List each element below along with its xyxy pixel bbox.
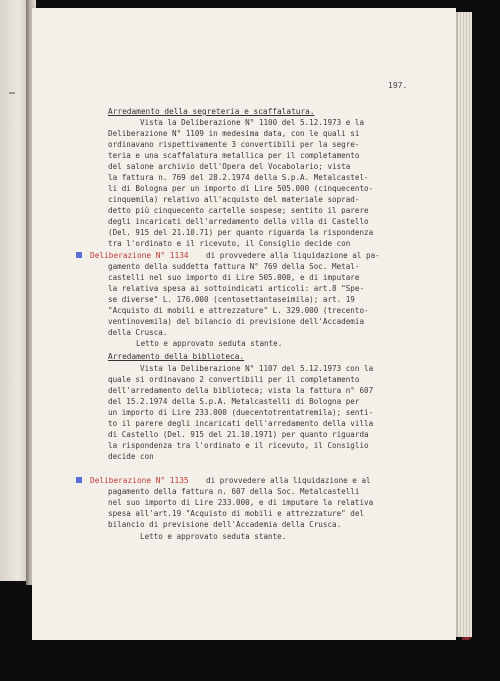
text-line: tra l'ordinato e il ricevuto, il Consiglio decide con <box>108 239 351 248</box>
text-line: cinquemila) relativo all'acquisto del materiale soprad- <box>108 195 360 204</box>
text-line: bilancio di previsione dell'Accademia della Crusca. <box>108 520 342 529</box>
text-line: detto più cinquecento cartelle sospese; sentito il parere <box>108 206 369 215</box>
text-line: la rispondenza tra l'ordinato e il ricevuto, il Consiglio <box>108 441 369 450</box>
document-page <box>32 8 456 640</box>
text-line: decide con <box>108 452 154 461</box>
text-line: dell'arredamento della biblioteca; vista la fattura n° 607 <box>108 386 374 395</box>
closing-line: Letto e approvato seduta stante. <box>136 339 283 348</box>
text-line: la fattura n. 769 del 28.2.1974 della S.p.A. Metalcastel- <box>108 173 369 182</box>
closing-line: Letto e approvato seduta stante. <box>140 532 287 541</box>
text-line: Vista la Deliberazione N° 1107 del 5.12.1973 con la <box>140 364 374 373</box>
text-line: castelli nel suo importo di Lire 505.000, e di imputare <box>108 273 360 282</box>
text-line: degli incaricati dell'arredamento della villa di Castello <box>108 217 369 226</box>
text-line: to il parere degli incaricati dell'arredamento della villa <box>108 419 374 428</box>
text-line: di provvedere alla liquidazione e al <box>206 476 371 485</box>
section-title-biblioteca: Arredamento della biblioteca. <box>108 352 245 361</box>
section-title-segreteria: Arredamento della segreteria e scaffalatura. <box>108 107 315 116</box>
bookmark-marker <box>76 252 82 258</box>
text-line: pagamento della fattura n. 607 della Soc. Metalcastelli <box>108 487 360 496</box>
text-line: "Acquisto di mobili e attrezzature" L. 329.000 (trecento- <box>108 306 369 315</box>
bookmark-marker <box>76 477 82 483</box>
text-line: quale si ordinavano 2 convertibili per il completamento <box>108 375 360 384</box>
text-line: nel suo importo di Lire 233.000, e di imputare la relativa <box>108 498 374 507</box>
page-number: 197. <box>388 81 408 90</box>
text-line: Deliberazione N° 1109 in medesima data, con le quali si <box>108 129 360 138</box>
text-line: gamento della suddetta fattura N° 769 della Soc. Metal- <box>108 262 360 271</box>
text-line: li di Bologna per un importo di Lire 505.000 (cinquecento- <box>108 184 374 193</box>
text-line: spesa all'art.19 "Acquisto di mobili e attrezzature" del <box>108 509 365 518</box>
text-line: del 15.2.1974 della S.p.A. Metalcastelli di Bologna per <box>108 397 360 406</box>
text-line: la relativa spesa ai sottoindicati articoli: art.8 "Spe- <box>108 284 365 293</box>
text-line: ordinavano rispettivamente 3 convertibili per la segre- <box>108 140 360 149</box>
deliberation-label-1135: Deliberazione N° 1135 <box>90 476 189 485</box>
text-line: (Del. 915 del 21.10.71) per quanto riguarda la rispondenza <box>108 228 374 237</box>
text-line: di Castello (Del. 915 del 21.10.1971) per quanto riguarda <box>108 430 369 439</box>
deliberation-label-1134: Deliberazione N° 1134 <box>90 251 189 260</box>
text-line: Vista la Deliberazione N° 1100 del 5.12.1973 e la <box>140 118 365 127</box>
text-line: della Crusca. <box>108 328 168 337</box>
text-line: di provvedere alla liquidazione al pa- <box>206 251 380 260</box>
text-line: del salone archivio dell'Opera del Vocabolario; vista <box>108 162 351 171</box>
text-line: un importo di Lire 233.000 (duecentotrentatremila); senti- <box>108 408 374 417</box>
text-line: se diverse" L. 176.000 (centosettantaseimila); art. 19 <box>108 295 355 304</box>
text-line: teria e una scaffalatura metallica per il completamento <box>108 151 360 160</box>
text-line: ventinovemila) del bilancio di previsione dell'Accademia <box>108 317 365 326</box>
